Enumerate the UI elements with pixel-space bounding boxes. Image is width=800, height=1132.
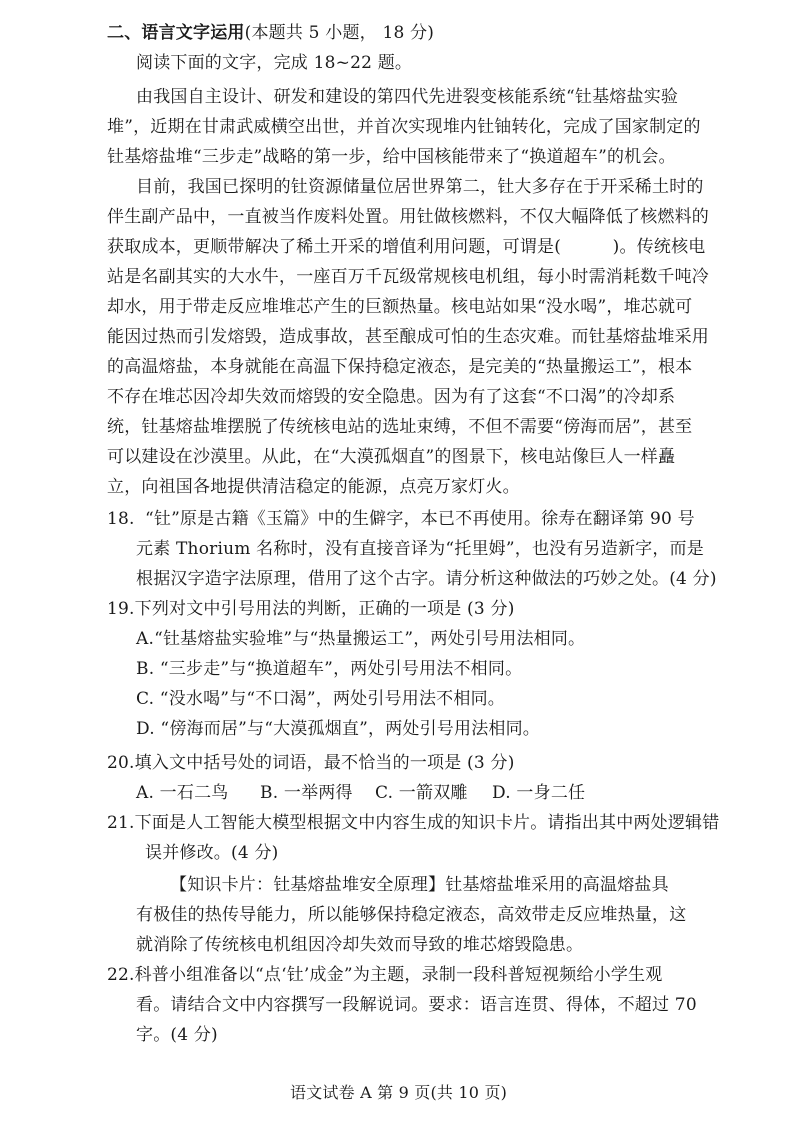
passage-line: 由我国自主设计、研发和建设的第四代先进裂变核能系统“钍基熔盐实验: [136, 87, 679, 107]
question-18-line: “钍”原是古籍《玉篇》中的生僻字，本已不再使用。徐寿在翻译第 90 号: [145, 509, 695, 529]
passage-line: 站是名副其实的大水牛，一座百万千瓦级常规核电机组，每小时需消耗数千吨冷: [107, 267, 709, 287]
passage-line: 堆”，近期在甘肃武威横空出世，并首次实现堆内钍铀转化，完成了国家制定的: [107, 117, 701, 137]
question-20-stem: 20.填入文中括号处的词语，最不恰当的一项是 (3 分): [107, 753, 515, 773]
passage-line: 伴生副产品中，一直被当作废料处置。用钍做核燃料，不仅大幅降低了核燃料的: [107, 207, 709, 227]
knowledge-card-line: 就消除了传统核电机组因冷却失效而导致的堆芯熔毁隐患。: [136, 935, 584, 955]
passage-line: 不存在堆芯因冷却失效而熔毁的安全隐患。因为有了这套“不口渴”的冷却系: [107, 387, 676, 407]
question-18-line: 根据汉字造字法原理，借用了这个古字。请分析这种做法的巧妙之处。(4 分): [136, 569, 717, 589]
section-title: 二、语言文字运用: [107, 23, 245, 43]
passage-line: 却水，用于带走反应堆堆芯产生的巨额热量。核电站如果“没水喝”，堆芯就可: [107, 297, 693, 317]
question-22-line: 22.科普小组准备以“点‘钍’成金”为主题，录制一段科普短视频给小学生观: [107, 965, 663, 985]
question-22-line: 字。(4 分): [136, 1025, 218, 1045]
question-19-option-b: B. “三步走”与“换道超车”，两处引号用法不相同。: [136, 659, 523, 679]
question-21-stem: 误并修改。(4 分): [145, 843, 279, 863]
question-19-option-a: A.“钍基熔盐实验堆”与“热量搬运工”，两处引号用法相同。: [136, 629, 586, 649]
question-19-option-d: D. “傍海而居”与“大漠孤烟直”，两处引号用法相同。: [136, 719, 540, 739]
question-20-option-b: B. 一举两得: [260, 783, 353, 803]
question-20-option-d: D. 一身二任: [492, 783, 586, 803]
question-18-number: 18.: [107, 509, 135, 529]
section-instruction: 阅读下面的文字，完成 18~22 题。: [136, 53, 413, 73]
passage-line: 目前，我国已探明的钍资源储量位居世界第二，钍大多存在于开采稀土时的: [136, 177, 704, 197]
passage-line: 获取成本，更顺带解决了稀土开采的增值利用问题，可谓是( )。传统核电: [107, 237, 706, 257]
page-footer: 语文试卷 A 第 9 页(共 10 页): [290, 1083, 508, 1102]
passage-line: 能因过热而引发熔毁，造成事故，甚至酿成可怕的生态灾难。而钍基熔盐堆采用: [107, 327, 709, 347]
question-21-stem: 21.下面是人工智能大模型根据文中内容生成的知识卡片。请指出其中两处逻辑错: [107, 813, 720, 833]
passage-line: 钍基熔盐堆“三步走”战略的第一步，给中国核能带来了“换道超车”的机会。: [107, 147, 676, 167]
question-22-line: 看。请结合文中内容撰写一段解说词。要求：语言连贯、得体，不超过 70: [136, 995, 697, 1015]
question-19-option-c: C. “没水喝”与“不口渴”，两处引号用法不相同。: [136, 689, 505, 709]
question-19-stem: 19.下列对文中引号用法的判断，正确的一项是 (3 分): [107, 599, 515, 619]
passage-line: 统，钍基熔盐堆摆脱了传统核电站的选址束缚，不但不需要“傍海而居”，甚至: [107, 417, 693, 437]
question-20-option-c: C. 一箭双雕: [375, 783, 468, 803]
question-18-line: 元素 Thorium 名称时，没有直接音译为“托里姆”，也没有另造新字，而是: [136, 539, 704, 559]
question-20-option-a: A. 一石二鸟: [136, 783, 229, 803]
passage-line: 的高温熔盐，本身就能在高温下保持稳定液态，是完美的“热量搬运工”，根本: [107, 357, 693, 377]
section-info: (本题共 5 小题， 18 分): [244, 23, 435, 43]
knowledge-card-line: 有极佳的热传导能力，所以能够保持稳定液态，高效带走反应堆热量，这: [136, 905, 687, 925]
passage-line: 可以建设在沙漠里。从此，在“大漠孤烟直”的图景下，核电站像巨人一样矗: [107, 447, 676, 467]
passage-line: 立，向祖国各地提供清洁稳定的能源，点亮万家灯火。: [107, 477, 520, 497]
section-header: [107, 22, 434, 44]
knowledge-card-line: 【知识卡片：钍基熔盐堆安全原理】钍基熔盐堆采用的高温熔盐具: [170, 875, 669, 895]
